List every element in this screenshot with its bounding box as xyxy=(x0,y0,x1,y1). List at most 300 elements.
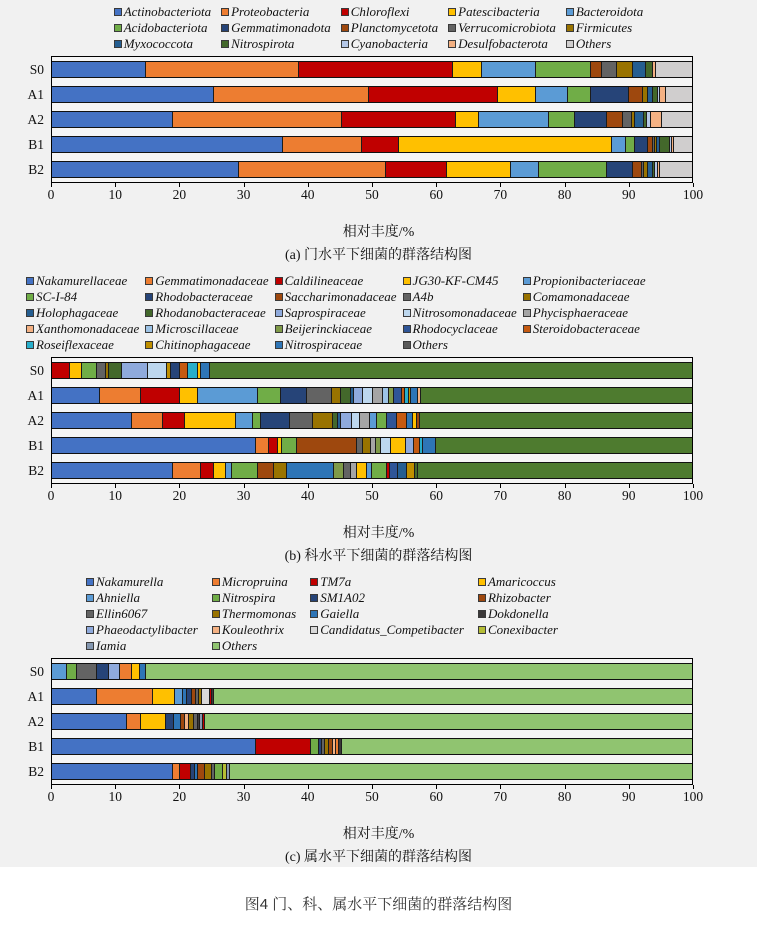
legend-item xyxy=(566,4,643,20)
bar-segment xyxy=(145,664,692,679)
x-axis-family xyxy=(47,484,704,506)
bar-segment xyxy=(204,714,692,729)
x-axis-genus xyxy=(47,785,704,807)
bar-segment xyxy=(341,739,692,754)
bar-segment xyxy=(52,689,96,704)
legend-item xyxy=(403,321,517,337)
legend-item xyxy=(310,622,464,638)
bar-segment xyxy=(419,413,692,428)
bar-segment xyxy=(147,363,166,378)
bar-segment xyxy=(213,689,692,704)
bar-segment xyxy=(661,112,692,127)
legend-label: Dokdonella xyxy=(487,606,549,621)
bar-segment xyxy=(140,388,178,403)
legend-swatch-icon xyxy=(212,594,220,602)
bar-segment xyxy=(422,438,435,453)
legend-swatch-icon xyxy=(275,293,283,301)
bar-segment xyxy=(231,463,257,478)
legend-label: Roseiflexaceae xyxy=(36,337,114,352)
bar-segment xyxy=(650,112,661,127)
bar-segment xyxy=(333,463,343,478)
legend-label: Thermomonas xyxy=(221,606,297,621)
legend-label: Ahniella xyxy=(96,590,141,605)
axis-tick-label: 60 xyxy=(429,488,443,503)
legend-label: Holophagaceae xyxy=(36,305,119,320)
legend-swatch-icon xyxy=(221,8,229,16)
axis-tick-label: 40 xyxy=(301,789,315,804)
bar-segment xyxy=(238,162,385,177)
bar-segment xyxy=(184,413,235,428)
legend-item xyxy=(86,606,198,622)
bar-segment xyxy=(634,112,642,127)
legend-item xyxy=(212,622,296,638)
bar-segment xyxy=(268,438,276,453)
bar-row-B1 xyxy=(28,738,692,755)
x-axis-label: 相对丰度/% xyxy=(342,225,415,240)
bar-segment xyxy=(417,463,692,478)
legend-family xyxy=(26,273,757,353)
chart-caption-c: (c) 属水平下细菌的群落结构图 xyxy=(284,850,473,865)
chart-caption-b: (b) 科水平下细菌的群落结构图 xyxy=(284,549,473,564)
bar-segment xyxy=(131,664,139,679)
legend-label: Planctomycetota xyxy=(350,20,439,35)
bar-segment xyxy=(356,463,366,478)
bar-segment xyxy=(340,388,350,403)
bar-segment xyxy=(625,137,635,152)
bar-segment xyxy=(362,388,372,403)
bar-segment xyxy=(312,413,332,428)
axis-tick-label: 60 xyxy=(429,789,443,804)
legend-swatch-icon xyxy=(403,277,411,285)
legend-swatch-icon xyxy=(114,40,122,48)
bar-row-A2 xyxy=(27,713,692,730)
legend-label: Others xyxy=(221,638,258,653)
legend-swatch-icon xyxy=(523,309,531,317)
legend-label: Microscillaceae xyxy=(155,321,239,336)
bar-row-A1 xyxy=(27,688,692,705)
legend-item xyxy=(310,590,464,606)
bar-segment xyxy=(497,87,535,102)
bar-segment xyxy=(371,463,386,478)
bar-segment xyxy=(81,363,96,378)
legend-item xyxy=(145,321,268,337)
legend-item xyxy=(212,606,296,622)
sample-label: A2 xyxy=(27,112,44,127)
chart-genus xyxy=(0,574,757,867)
legend-swatch-icon xyxy=(403,325,411,333)
bar-segment xyxy=(282,137,361,152)
legend-item xyxy=(310,574,464,590)
legend-label: Nitrospirota xyxy=(231,36,295,51)
legend-swatch-icon xyxy=(221,24,229,32)
legend-swatch-icon xyxy=(566,24,574,32)
bar-segment xyxy=(52,413,131,428)
legend-label: SC-I-84 xyxy=(36,289,78,304)
axis-tick-label: 50 xyxy=(365,488,379,503)
bar-segment xyxy=(478,112,548,127)
legend-label: Myxococcota xyxy=(123,36,194,51)
legend-item xyxy=(478,574,558,590)
legend-label: Acidobacteriota xyxy=(123,20,208,35)
legend-label: Patescibacteria xyxy=(458,4,540,19)
legend-item xyxy=(566,36,643,52)
bar-segment xyxy=(645,62,653,77)
bar-segment xyxy=(286,463,333,478)
legend-swatch-icon xyxy=(566,8,574,16)
axis-tick-label: 40 xyxy=(301,488,315,503)
legend-swatch-icon xyxy=(114,24,122,32)
legend-swatch-icon xyxy=(448,24,456,32)
bar-row-B2 xyxy=(28,462,692,479)
bar-segment xyxy=(52,363,69,378)
bar-segment xyxy=(170,363,178,378)
bar-segment xyxy=(162,413,184,428)
legend-item xyxy=(523,289,646,305)
legend-label: Rhodanobacteraceae xyxy=(155,305,266,320)
bar-segment xyxy=(574,112,606,127)
axis-tick-label: 100 xyxy=(682,789,704,804)
bar-segment xyxy=(673,137,692,152)
axis-tick-label: 20 xyxy=(172,187,187,202)
bar-segment xyxy=(174,689,182,704)
bar-segment xyxy=(390,438,405,453)
bar-segment xyxy=(306,388,331,403)
bar-segment xyxy=(145,62,299,77)
bar-segment xyxy=(535,87,567,102)
bar-segment xyxy=(52,664,66,679)
bar-segment xyxy=(481,62,535,77)
axis-tick-label: 100 xyxy=(682,488,704,503)
legend-swatch-icon xyxy=(448,40,456,48)
axis-tick-label: 70 xyxy=(493,789,508,804)
legend-label: Micropruina xyxy=(221,574,288,589)
bar-segment xyxy=(96,363,106,378)
legend-swatch-icon xyxy=(26,293,34,301)
bar-segment xyxy=(209,363,692,378)
legend-item xyxy=(341,20,438,36)
bar-row-S0 xyxy=(29,61,692,78)
bar-segment xyxy=(108,363,121,378)
legend-label: Comamonadaceae xyxy=(532,289,630,304)
legend-item xyxy=(275,289,397,305)
legend-phylum xyxy=(0,4,757,52)
bar-segment xyxy=(213,463,225,478)
legend-item xyxy=(145,305,268,321)
bar-segment xyxy=(397,463,406,478)
legend-swatch-icon xyxy=(86,578,94,586)
bar-segment xyxy=(52,62,145,77)
bar-segment xyxy=(52,162,238,177)
legend-item xyxy=(86,574,198,590)
bar-segment xyxy=(99,388,140,403)
x-axis-phylum xyxy=(47,183,704,205)
legend-label: Saccharimonadaceae xyxy=(284,289,397,304)
bar-segment xyxy=(634,137,647,152)
legend-label: Beijerinckiaceae xyxy=(284,321,372,336)
axis-tick-label: 90 xyxy=(622,789,636,804)
bar-segment xyxy=(273,463,285,478)
chart-family xyxy=(0,273,757,566)
bar-segment xyxy=(372,388,382,403)
bar-segment xyxy=(172,112,341,127)
bar-segment xyxy=(76,664,96,679)
legend-item xyxy=(403,273,517,289)
legend-label: Rhodobacteraceae xyxy=(155,289,253,304)
bar-segment xyxy=(257,463,274,478)
bar-segment xyxy=(590,87,628,102)
bar-segment xyxy=(172,463,200,478)
legend-genus xyxy=(86,574,757,654)
bar-segment xyxy=(369,413,376,428)
bar-row-A2 xyxy=(27,412,692,429)
bar-segment xyxy=(280,388,306,403)
bar-segment xyxy=(622,112,632,127)
legend-swatch-icon xyxy=(145,341,153,349)
legend-item xyxy=(403,305,517,321)
bar-segment xyxy=(446,162,510,177)
legend-label: Nitrosomonadaceae xyxy=(412,305,517,320)
legend-label: Caldilineaceae xyxy=(284,273,364,288)
bar-segment xyxy=(235,413,252,428)
sample-label: A1 xyxy=(27,388,44,403)
bar-segment xyxy=(362,438,370,453)
legend-swatch-icon xyxy=(478,594,486,602)
bar-segment xyxy=(201,689,209,704)
bar-segment xyxy=(200,463,213,478)
x-axis-label: 相对丰度/% xyxy=(342,827,415,842)
plot-phylum xyxy=(27,56,693,183)
bar-segment xyxy=(386,413,396,428)
axis-tick-label: 50 xyxy=(365,187,379,202)
axis-tick-label: 100 xyxy=(682,187,704,202)
legend-label: TM7a xyxy=(320,574,352,589)
bar-segment xyxy=(606,112,622,127)
legend-swatch-icon xyxy=(221,40,229,48)
bar-segment xyxy=(187,363,197,378)
legend-swatch-icon xyxy=(341,40,349,48)
legend-label: Others xyxy=(575,36,612,51)
sample-label: B2 xyxy=(28,162,44,177)
legend-label: Proteobacteria xyxy=(231,4,310,19)
bar-segment xyxy=(260,413,289,428)
legend-label: Nitrospira xyxy=(221,590,276,605)
legend-item xyxy=(478,606,558,622)
sample-label: S0 xyxy=(29,363,44,378)
bar-segment xyxy=(368,87,497,102)
sample-label: B1 xyxy=(28,137,44,152)
legend-item xyxy=(114,36,211,52)
legend-label: Kouleothrix xyxy=(221,622,284,637)
bar-segment xyxy=(179,388,197,403)
legend-swatch-icon xyxy=(566,40,574,48)
legend-swatch-icon xyxy=(145,309,153,317)
legend-label: Steroidobacteraceae xyxy=(532,321,640,336)
legend-label: Gemmatimonadaceae xyxy=(155,273,269,288)
legend-item xyxy=(221,4,331,20)
legend-item xyxy=(86,638,198,654)
bar-segment xyxy=(538,162,606,177)
bar-segment xyxy=(376,413,386,428)
legend-swatch-icon xyxy=(275,309,283,317)
axis-tick-label: 0 xyxy=(47,187,55,202)
bar-segment xyxy=(341,112,455,127)
legend-item xyxy=(145,289,268,305)
legend-swatch-icon xyxy=(310,594,318,602)
bar-segment xyxy=(359,413,369,428)
legend-item xyxy=(448,4,556,20)
axis-tick-label: 40 xyxy=(301,187,315,202)
bar-row-B1 xyxy=(28,437,692,454)
bar-segment xyxy=(108,664,120,679)
bar-segment xyxy=(281,438,296,453)
legend-swatch-icon xyxy=(275,325,283,333)
legend-item xyxy=(86,590,198,606)
axis-tick-label: 10 xyxy=(108,187,122,202)
legend-item xyxy=(275,273,397,289)
legend-label: Phaeodactylibacter xyxy=(96,622,198,637)
legend-item xyxy=(145,337,268,353)
legend-swatch-icon xyxy=(275,277,283,285)
bar-segment xyxy=(606,162,632,177)
bar-segment xyxy=(590,62,602,77)
axis-tick-label: 70 xyxy=(493,488,508,503)
legend-swatch-icon xyxy=(523,325,531,333)
bar-segment xyxy=(152,689,174,704)
legend-label: Firmicutes xyxy=(575,20,633,35)
bar-segment xyxy=(393,388,401,403)
axis-tick-label: 0 xyxy=(47,789,55,804)
legend-item xyxy=(212,590,296,606)
sample-label: A2 xyxy=(27,714,44,729)
legend-label: Phycisphaeraceae xyxy=(532,305,629,320)
bar-segment xyxy=(126,714,141,729)
bar-row-A1 xyxy=(27,86,692,103)
bar-segment xyxy=(659,137,669,152)
bar-segment xyxy=(52,388,99,403)
bar-segment xyxy=(140,714,165,729)
axis-tick-label: 20 xyxy=(172,789,187,804)
legend-swatch-icon xyxy=(114,8,122,16)
bar-segment xyxy=(340,413,351,428)
chart-phylum xyxy=(0,4,757,265)
legend-swatch-icon xyxy=(478,610,486,618)
legend-swatch-icon xyxy=(403,341,411,349)
bar-segment xyxy=(66,664,76,679)
legend-item xyxy=(212,638,296,654)
bar-segment xyxy=(204,764,212,779)
sample-label: B2 xyxy=(28,764,44,779)
bar-segment xyxy=(252,413,260,428)
bar-segment xyxy=(52,739,255,754)
legend-swatch-icon xyxy=(86,642,94,650)
legend-label: SM1A02 xyxy=(320,590,365,605)
legend-item xyxy=(341,4,438,20)
legend-item xyxy=(403,289,517,305)
sample-label: A1 xyxy=(27,689,44,704)
legend-label: Xanthomonadaceae xyxy=(36,321,140,336)
sample-label: B1 xyxy=(28,438,44,453)
legend-label: Iamia xyxy=(96,638,127,653)
bar-segment xyxy=(510,162,539,177)
legend-item xyxy=(26,321,139,337)
sample-label: B1 xyxy=(28,739,44,754)
sample-label: A2 xyxy=(27,413,44,428)
bar-segment xyxy=(289,413,312,428)
legend-label: Candidatus_Competibacter xyxy=(320,622,464,637)
bar-row-A2 xyxy=(27,111,692,128)
axis-tick-label: 10 xyxy=(108,488,122,503)
legend-swatch-icon xyxy=(478,578,486,586)
bar-segment xyxy=(632,162,641,177)
legend-label: Nakamurellaceae xyxy=(36,273,128,288)
legend-label: Gaiella xyxy=(320,606,360,621)
bar-row-S0 xyxy=(29,663,692,680)
bar-segment xyxy=(659,162,692,177)
legend-swatch-icon xyxy=(212,626,220,634)
legend-swatch-icon xyxy=(341,24,349,32)
bar-segment xyxy=(296,438,356,453)
legend-item xyxy=(310,606,464,622)
legend-swatch-icon xyxy=(145,293,153,301)
axis-tick-label: 60 xyxy=(429,187,443,202)
plot-family xyxy=(27,357,693,484)
bar-segment xyxy=(455,112,477,127)
legend-item xyxy=(523,321,646,337)
axis-tick-label: 80 xyxy=(557,488,572,503)
axis-tick-label: 10 xyxy=(108,789,122,804)
legend-item xyxy=(478,622,558,638)
bar-segment xyxy=(398,137,611,152)
legend-item xyxy=(26,289,139,305)
bar-segment xyxy=(655,62,692,77)
bar-segment xyxy=(331,388,340,403)
legend-swatch-icon xyxy=(448,8,456,16)
bar-row-B2 xyxy=(28,763,692,780)
legend-swatch-icon xyxy=(403,293,411,301)
legend-item xyxy=(523,273,646,289)
sample-label: S0 xyxy=(29,62,44,77)
legend-item xyxy=(403,337,517,353)
legend-label: Chloroflexi xyxy=(350,4,410,19)
legend-item xyxy=(448,20,556,36)
plot-genus xyxy=(27,658,693,785)
legend-item xyxy=(114,20,211,36)
legend-item xyxy=(566,20,643,36)
sample-label: A1 xyxy=(27,87,44,102)
chart-caption-a: (a) 门水平下细菌的群落结构图 xyxy=(284,248,473,263)
legend-swatch-icon xyxy=(26,325,34,333)
legend-label: Cyanobacteria xyxy=(350,36,429,51)
legend-item xyxy=(26,273,139,289)
bar-segment xyxy=(200,363,210,378)
legend-swatch-icon xyxy=(212,642,220,650)
legend-swatch-icon xyxy=(403,309,411,317)
legend-label: Desulfobacterota xyxy=(458,36,548,51)
bar-segment xyxy=(380,438,390,453)
legend-label: Propionibacteriaceae xyxy=(532,273,646,288)
bar-segment xyxy=(52,137,282,152)
axis-tick-label: 90 xyxy=(622,488,636,503)
legend-label: Conexibacter xyxy=(487,622,558,637)
bar-segment xyxy=(197,388,257,403)
bar-segment xyxy=(52,112,172,127)
legend-item xyxy=(448,36,556,52)
axis-tick-label: 20 xyxy=(172,488,187,503)
legend-swatch-icon xyxy=(86,610,94,618)
axis-tick-label: 80 xyxy=(557,789,572,804)
legend-item xyxy=(86,622,198,638)
bar-segment xyxy=(96,664,108,679)
